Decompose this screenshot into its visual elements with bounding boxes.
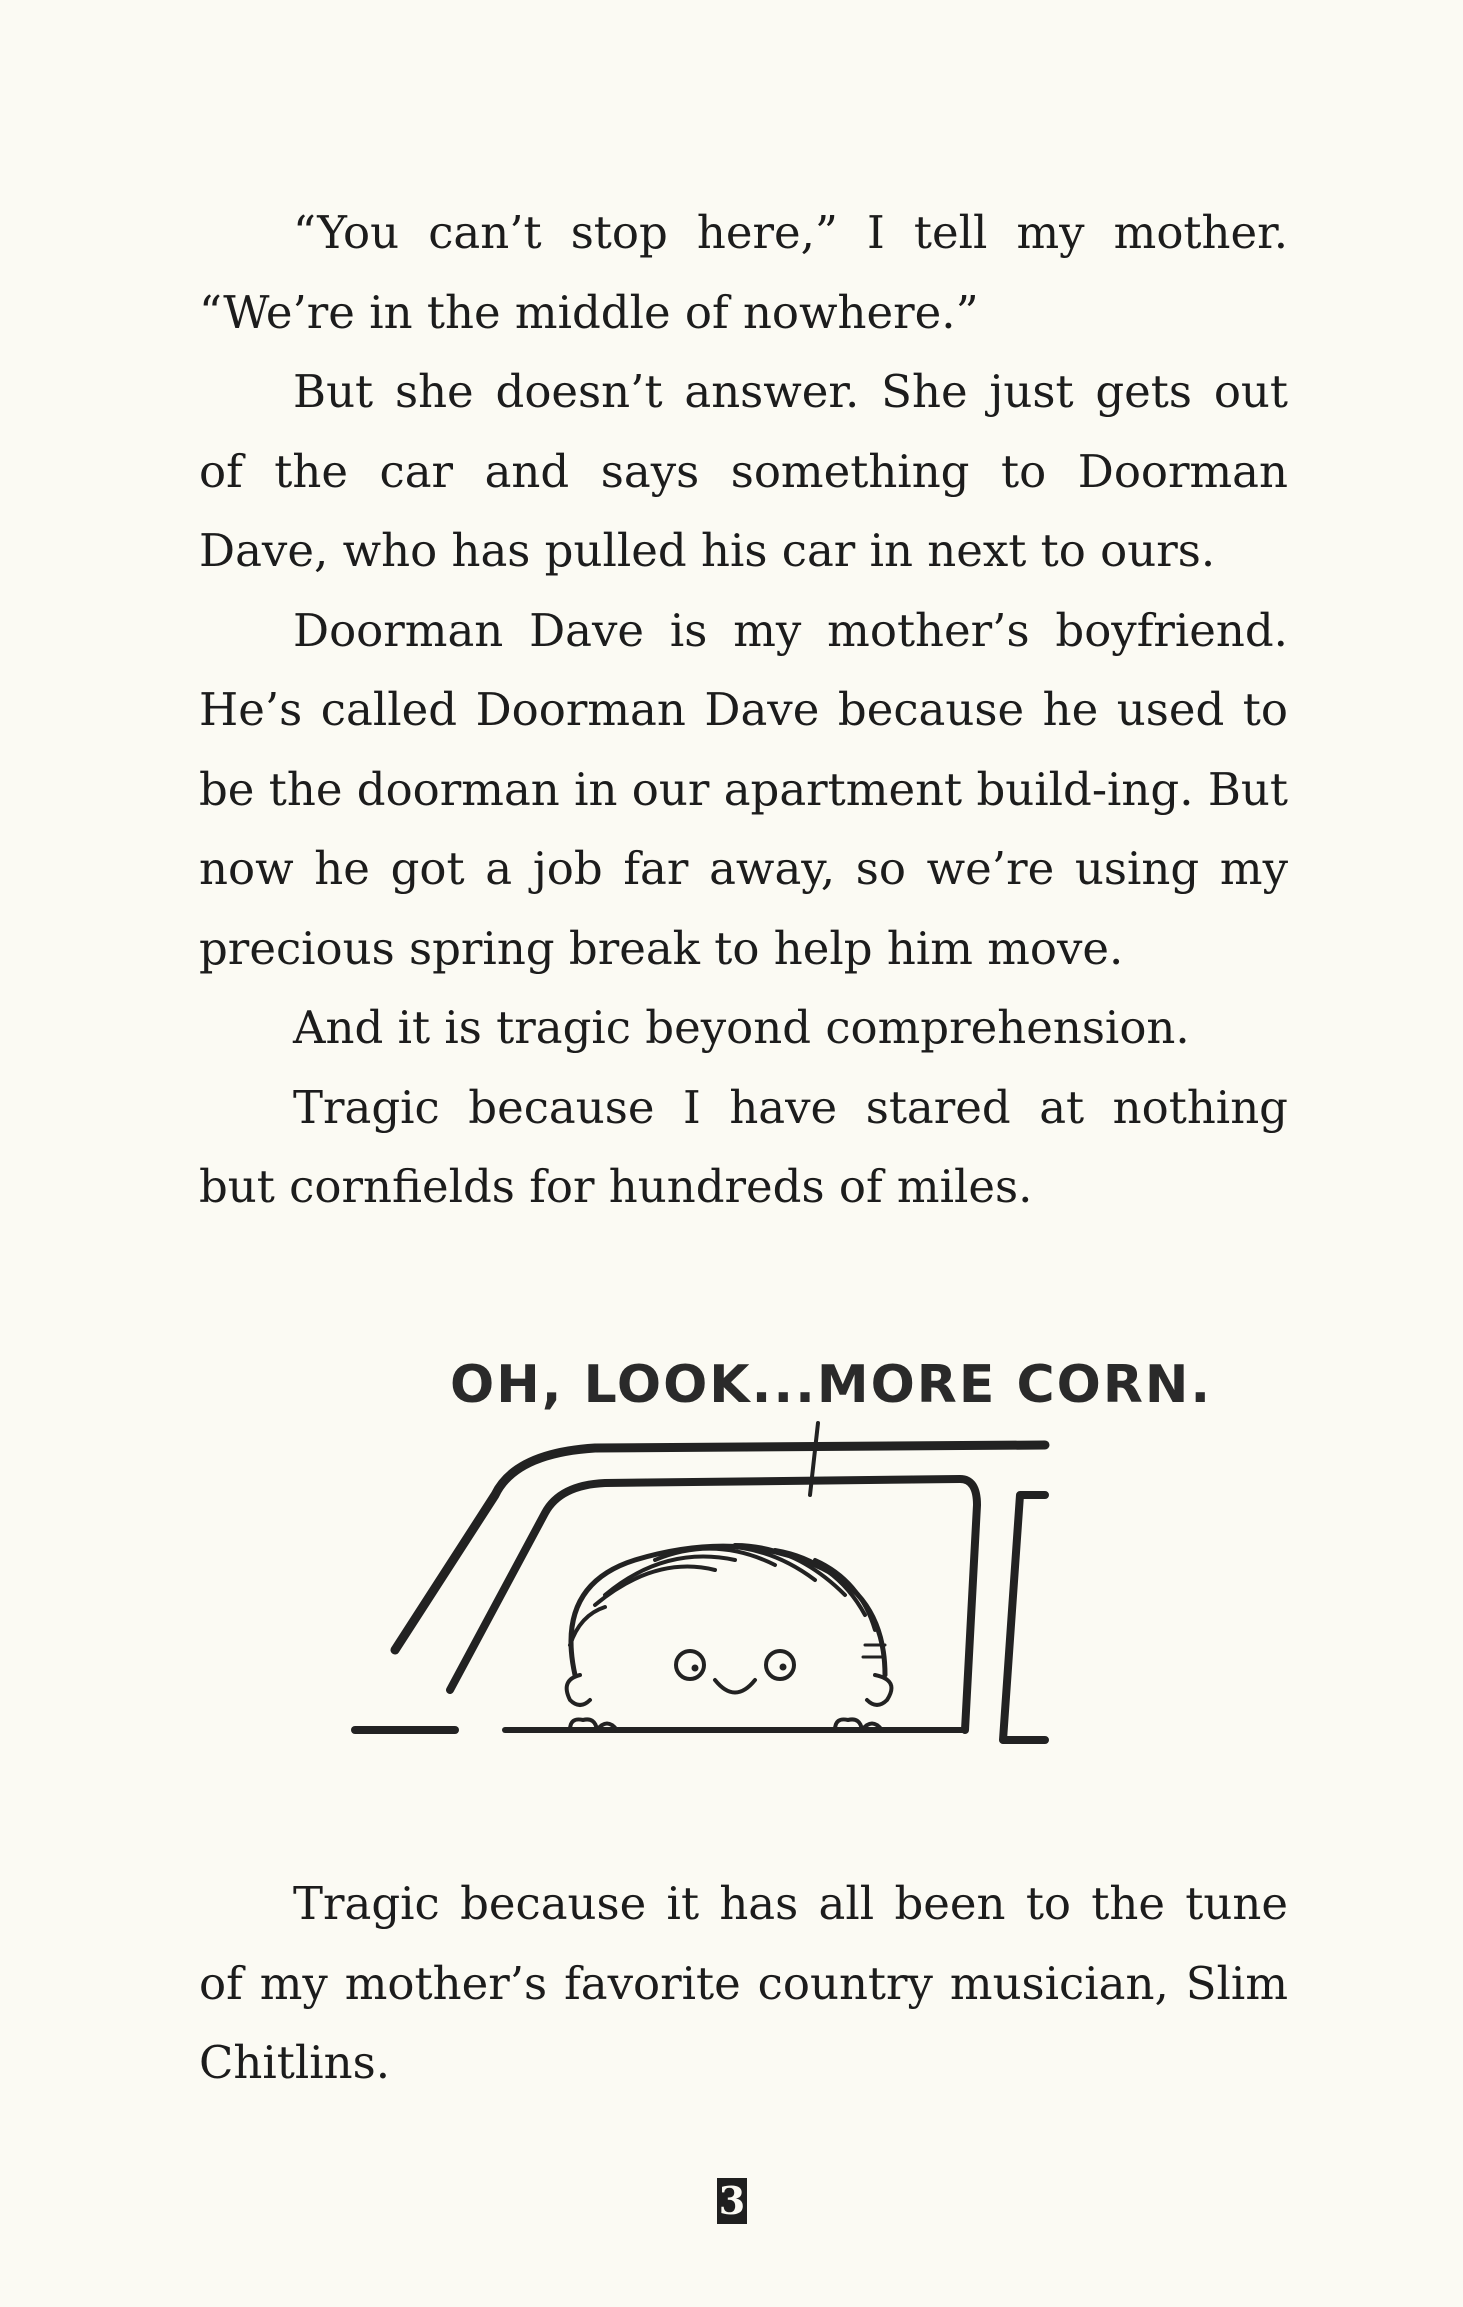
paragraph: Doorman Dave is my mother’s boyfriend. He’s called Doorman Dave because he used to be the doorman in our apartment build-ing. But now he got a job far away, so we’re using my precious spring break to help him move. bbox=[199, 603, 1288, 975]
paragraph: Tragic because it has all been to the tune of my mother’s favorite country musician, Slim Chitlins. bbox=[199, 1877, 1288, 2089]
text-block-top bbox=[199, 193, 1288, 1227]
paragraph: But she doesn’t answer. She just gets out of the car and says something to Doorman Dave, who has pulled his car in next to ours. bbox=[199, 365, 1288, 577]
page-number: 3 bbox=[718, 2178, 746, 2223]
text-block-bottom bbox=[199, 1864, 1288, 2103]
paragraph: “You can’t stop here,” I tell my mother. “We’re in the middle of nowhere.” bbox=[199, 206, 1288, 339]
speech-caption: OH, LOOK...MORE CORN. bbox=[450, 1355, 1213, 1415]
paragraph: And it is tragic beyond comprehension. bbox=[293, 1001, 1190, 1054]
cartoon-drawing bbox=[355, 1345, 1213, 1775]
paragraph: Tragic because I have stared at nothing but cornfields for hundreds of miles. bbox=[199, 1080, 1288, 1213]
car-window-illustration bbox=[355, 1345, 1213, 1775]
